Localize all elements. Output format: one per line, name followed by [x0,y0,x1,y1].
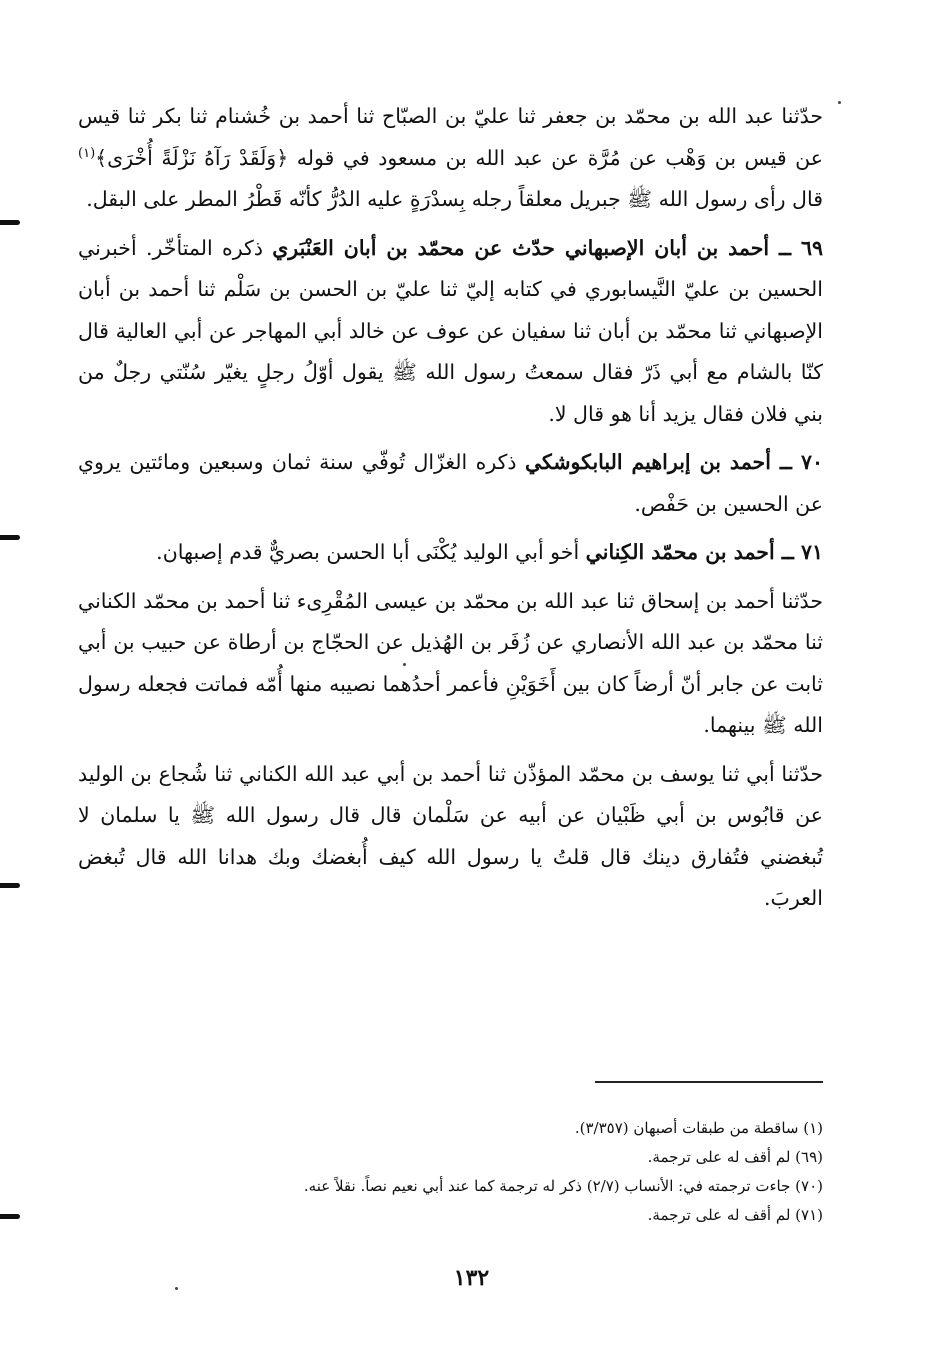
hadith-paragraph [78,754,823,920]
hadith-paragraph [78,96,823,221]
entry-title: ٧١ ــ أحمد بن محمّد الكِناني [585,540,823,564]
paragraph-text: حدّثنا أبي ثنا يوسف بن محمّد المؤذّن ثنا أحمد بن أبي عبد الله الكناني ثنا شُجاع بن الوليد عن قابُوس بن أبي ظَبْيان عن أبيه عن سَلْمان قال قال رسول الله ﷺ يا سلمان لا تُبغضني فتُفارق دينك قال قلتُ يا رسول الله كيف أُبغضك وبك هدانا الله قال تُبغض العربَ. [78,761,823,910]
margin-mark [0,883,20,888]
entry-text: ذكره المتأخّر. أخبرني الحسين بن عليّ النَّيسابوري في كتابه إليّ ثنا عليّ بن الحسن بن سَلْم ثنا أحمد بن أبان الإصبهاني ثنا محمّد بن أبان ثنا سفيان عن عوف عن خالد أبي المهاجر عن أبي العالية قال كنّا بالشام مع أبي ذَرّ فقال سمعتُ رسول الله ﷺ يقول أوّلُ رجلٍ يغيّر سُنّتي رجلٌ من بني فلان فقال يزيد أنا هو قال لا. [78,235,823,426]
entry-title: ٦٩ ــ أحمد بن أبان الإصبهاني حدّث عن محمّد بن أبان العَنْبَري [272,235,823,260]
footnote: (٧٠) جاءت ترجمته في: الأنساب (٢/٧) ذكر له ترجمة كما عند أبي نعيم نصاً. نقلاً عنه. [303,1177,823,1195]
page-number: ١٣٢ [453,1265,490,1291]
paragraph-text-continued: قال رأى رسول الله ﷺ جبريل معلقاً رجله بِسدْرَةٍ عليه الدُرُّ كأنّه قَطْرُ المطر على البقل. [86,187,823,211]
footnote: (٧١) لم أقف له على ترجمة. [647,1206,823,1224]
footnote-separator [595,1081,823,1083]
main-text [78,96,823,920]
entry-text: ذكره الغزّال تُوفّي سنة ثمان وسبعين ومائتين يروي عن الحسين بن حَفْص. [78,450,823,516]
footnote: (٦٩) لم أقف له على ترجمة. [647,1148,823,1166]
footnote-reference: (١) [78,145,96,161]
entry-title: ٧٠ ــ أحمد بن إبراهيم البابكوشكي [524,450,823,474]
margin-mark [0,220,20,225]
paragraph-text: حدّثنا أحمد بن إسحاق ثنا عبد الله بن محمّد بن عيسى المُقْرِىء ثنا أحمد بن محمّد الكناني ثنا محمّد بن عبد الله الأنصاري عن زُفَر بن الهُذيل عن الحجّاج بن أرطاة عن حبيب بن أبي ثابت عن جابر أنّ أرضاً كان بين أَخَوَيْنِ فأعمر أحدُهما نصيبه منها أُمّه فماتت فجعله رسول الله ﷺ بينهما. [78,588,823,737]
footnote: (١) ساقطة من طبقات أصبهان (٣/٣٥٧). [574,1119,823,1137]
hadith-paragraph [78,581,823,747]
entry-text: أخو أبي الوليد يُكْنَى أبا الحسن بصريٌّ قدم إصبهان. [156,540,586,564]
paragraph-text: حدّثنا عبد الله بن محمّد بن جعفر ثنا عليّ بن الصبّاح ثنا أحمد بن خُشنام ثنا بكر ثنا قيس عن قيس بن وَهْب عن مُرَّة عن عبد الله بن مسعود في قوله ﴿وَلَقَدْ رَآهُ نَزْلَةً أُخْرَى﴾ [78,104,823,170]
scan-speck [838,101,841,104]
entry-69 [78,228,823,436]
entry-70 [78,442,823,525]
margin-mark [0,535,20,540]
margin-mark [0,1214,20,1219]
entry-71 [78,532,823,574]
footnotes [150,1114,823,1230]
